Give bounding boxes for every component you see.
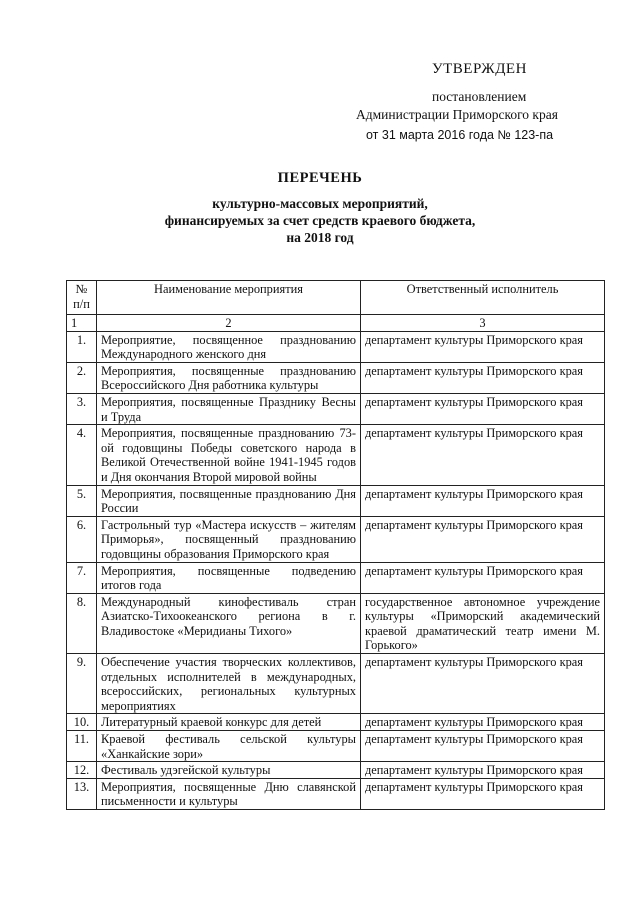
row-event-name: Мероприятие, посвященное празднованию Международного женского дня: [97, 331, 361, 362]
table-row: [67, 762, 605, 779]
row-event-name: Мероприятия, посвященные празднованию 73-ой годовщины Победы советского народа в Великой Отечественной войне 1941-1945 годов и Дня окончания Второй мировой войны: [97, 425, 361, 485]
table-row: [67, 331, 605, 362]
row-executor: департамент культуры Приморского края: [361, 331, 605, 362]
row-event-name: Мероприятия, посвященные празднованию Дня России: [97, 485, 361, 516]
row-executor: департамент культуры Приморского края: [361, 762, 605, 779]
approval-line-date: от 31 марта 2016 года № 123-па: [366, 128, 554, 142]
row-num: 12.: [67, 762, 97, 779]
row-num: 7.: [67, 562, 97, 593]
approval-line-resolution: постановлением: [432, 89, 527, 104]
subtitle-line-3: на 2018 год: [286, 230, 354, 245]
table-row: [67, 593, 605, 653]
row-event-name: Краевой фестиваль сельской культуры «Ханкайские зори»: [97, 731, 361, 762]
row-executor: департамент культуры Приморского края: [361, 562, 605, 593]
table-row: [67, 714, 605, 731]
index-cell-3: 3: [361, 315, 605, 332]
document-title: ПЕРЕЧЕНЬ: [277, 170, 363, 186]
events-table: [66, 280, 605, 810]
row-executor: департамент культуры Приморского края: [361, 516, 605, 562]
row-num: 13.: [67, 778, 97, 809]
row-executor: департамент культуры Приморского края: [361, 654, 605, 714]
table-row: [67, 393, 605, 424]
row-executor: департамент культуры Приморского края: [361, 425, 605, 485]
row-executor: департамент культуры Приморского края: [361, 485, 605, 516]
row-event-name: Мероприятия, посвященные празднованию Всероссийского Дня работника культуры: [97, 362, 361, 393]
table-row: [67, 425, 605, 485]
row-num: 5.: [67, 485, 97, 516]
index-cell-2: 2: [97, 315, 361, 332]
row-num: 8.: [67, 593, 97, 653]
header-num: № п/п: [67, 281, 97, 315]
table-row: [67, 516, 605, 562]
table-header-row: [67, 281, 605, 315]
row-event-name: Мероприятия, посвященные подведению итогов года: [97, 562, 361, 593]
row-event-name: Фестиваль удэгейской культуры: [97, 762, 361, 779]
approval-line-administration: Администрации Приморского края: [356, 107, 558, 122]
row-event-name: Гастрольный тур «Мастера искусств – жителям Приморья», посвященный празднованию годовщины образования Приморского края: [97, 516, 361, 562]
row-num: 10.: [67, 714, 97, 731]
row-event-name: Обеспечение участия творческих коллективов, отдельных исполнителей в международных, всероссийских, региональных культурных мероприятиях: [97, 654, 361, 714]
row-event-name: Мероприятия, посвященные Празднику Весны и Труда: [97, 393, 361, 424]
header-executor: Ответственный исполнитель: [361, 281, 605, 315]
row-num: 9.: [67, 654, 97, 714]
table-index-row: [67, 315, 605, 332]
row-executor: государственное автономное учреждение культуры «Приморский академический краевой драматический театр имени М. Горького»: [361, 593, 605, 653]
table-row: [67, 654, 605, 714]
row-executor: департамент культуры Приморского края: [361, 778, 605, 809]
document-subtitle: [0, 195, 640, 246]
row-num: 1.: [67, 331, 97, 362]
row-executor: департамент культуры Приморского края: [361, 362, 605, 393]
approval-title: УТВЕРЖДЕН: [432, 61, 527, 77]
index-cell-1: 1: [67, 315, 97, 332]
table-row: [67, 778, 605, 809]
table-row: [67, 562, 605, 593]
header-name: Наименование мероприятия: [97, 281, 361, 315]
table-row: [67, 731, 605, 762]
row-event-name: Литературный краевой конкурс для детей: [97, 714, 361, 731]
row-executor: департамент культуры Приморского края: [361, 714, 605, 731]
subtitle-line-2: финансируемых за счет средств краевого бюджета,: [164, 213, 476, 228]
row-event-name: Мероприятия, посвященные Дню славянской письменности и культуры: [97, 778, 361, 809]
row-num: 6.: [67, 516, 97, 562]
row-num: 4.: [67, 425, 97, 485]
table-row: [67, 485, 605, 516]
row-event-name: Международный кинофестиваль стран Азиатско-Тихоокеанского региона в г. Владивостоке «Меридианы Тихого»: [97, 593, 361, 653]
table-row: [67, 362, 605, 393]
row-num: 3.: [67, 393, 97, 424]
row-executor: департамент культуры Приморского края: [361, 393, 605, 424]
row-num: 2.: [67, 362, 97, 393]
row-executor: департамент культуры Приморского края: [361, 731, 605, 762]
subtitle-line-1: культурно-массовых мероприятий,: [212, 196, 428, 211]
row-num: 11.: [67, 731, 97, 762]
